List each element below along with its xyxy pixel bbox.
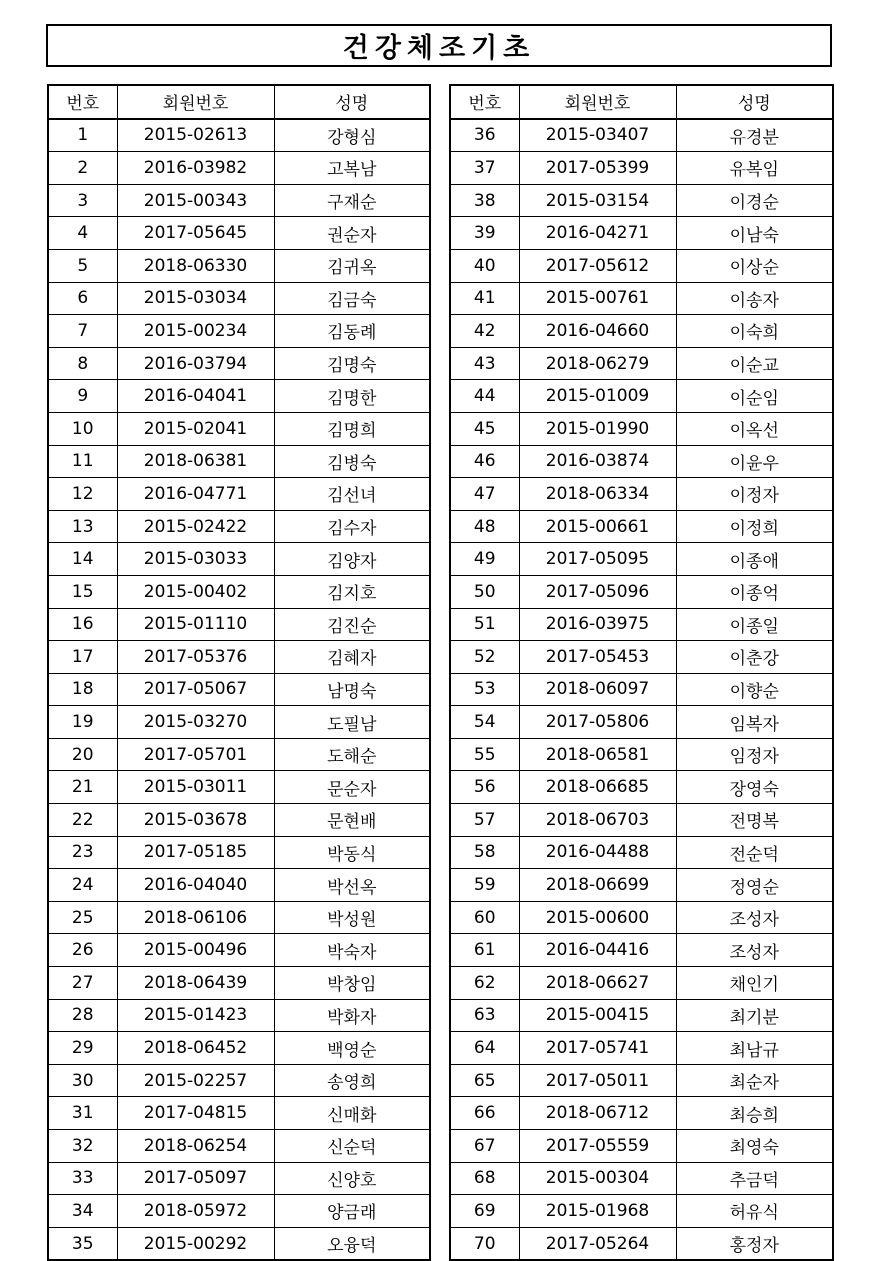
member-id: 2015-03011 [117, 771, 274, 804]
member-id: 2018-06627 [519, 967, 676, 1000]
row-number: 33 [48, 1162, 117, 1195]
table-row [450, 1130, 833, 1163]
member-name: 최기분 [676, 999, 833, 1032]
member-name: 이윤우 [676, 445, 833, 478]
member-id: 2015-00600 [519, 901, 676, 934]
member-id: 2017-05806 [519, 706, 676, 739]
row-number: 1 [48, 119, 117, 152]
row-number: 45 [450, 412, 519, 445]
row-number: 27 [48, 967, 117, 1000]
table-row [450, 1195, 833, 1228]
member-name: 김명한 [274, 380, 430, 413]
member-id: 2018-06439 [117, 967, 274, 1000]
member-name: 이종일 [676, 608, 833, 641]
member-name: 조성자 [676, 934, 833, 967]
table-row [450, 934, 833, 967]
table-row [450, 641, 833, 674]
member-name: 신순덕 [274, 1130, 430, 1163]
member-id: 2015-01423 [117, 999, 274, 1032]
member-id: 2016-03794 [117, 347, 274, 380]
table-row [48, 673, 430, 706]
member-name: 이종억 [676, 575, 833, 608]
member-name: 박창임 [274, 967, 430, 1000]
member-name: 유경분 [676, 119, 833, 152]
row-number: 67 [450, 1130, 519, 1163]
row-number: 65 [450, 1064, 519, 1097]
header-row [450, 85, 833, 119]
row-number: 44 [450, 380, 519, 413]
table-row [450, 445, 833, 478]
member-name: 김선녀 [274, 478, 430, 511]
table-row [450, 347, 833, 380]
row-number: 23 [48, 836, 117, 869]
member-name: 김귀옥 [274, 249, 430, 282]
table-row [450, 1227, 833, 1260]
member-id: 2018-06279 [519, 347, 676, 380]
member-name: 박화자 [274, 999, 430, 1032]
table-row [48, 608, 430, 641]
row-number: 52 [450, 641, 519, 674]
member-name: 이춘강 [676, 641, 833, 674]
row-number: 40 [450, 249, 519, 282]
member-name: 이종애 [676, 543, 833, 576]
member-name: 권순자 [274, 217, 430, 250]
member-id: 2016-04488 [519, 836, 676, 869]
row-number: 41 [450, 282, 519, 315]
table-row [450, 315, 833, 348]
member-name: 박성원 [274, 901, 430, 934]
member-id: 2017-05185 [117, 836, 274, 869]
member-name: 장영숙 [676, 771, 833, 804]
member-id: 2015-00496 [117, 934, 274, 967]
member-name: 양금래 [274, 1195, 430, 1228]
member-name: 김수자 [274, 510, 430, 543]
member-id: 2017-05264 [519, 1227, 676, 1260]
row-number: 64 [450, 1032, 519, 1065]
member-name: 김혜자 [274, 641, 430, 674]
member-id: 2016-03975 [519, 608, 676, 641]
table-row [48, 249, 430, 282]
member-name: 구재순 [274, 184, 430, 217]
member-id: 2017-05612 [519, 249, 676, 282]
member-name: 송영희 [274, 1064, 430, 1097]
member-name: 임복자 [676, 706, 833, 739]
member-id: 2015-01990 [519, 412, 676, 445]
member-id: 2015-03270 [117, 706, 274, 739]
member-id: 2015-02041 [117, 412, 274, 445]
table-row [450, 478, 833, 511]
member-name: 문순자 [274, 771, 430, 804]
member-id: 2015-03678 [117, 804, 274, 837]
table-row [48, 706, 430, 739]
member-id: 2018-06106 [117, 901, 274, 934]
row-number: 34 [48, 1195, 117, 1228]
row-number: 11 [48, 445, 117, 478]
row-number: 38 [450, 184, 519, 217]
row-number: 3 [48, 184, 117, 217]
table-row [48, 771, 430, 804]
member-id: 2018-06685 [519, 771, 676, 804]
table-row [450, 510, 833, 543]
member-id: 2018-06703 [519, 804, 676, 837]
table-row [48, 1195, 430, 1228]
row-number: 60 [450, 901, 519, 934]
row-number: 5 [48, 249, 117, 282]
member-id: 2016-04771 [117, 478, 274, 511]
member-name: 신양호 [274, 1162, 430, 1195]
member-id: 2018-06330 [117, 249, 274, 282]
member-name: 박숙자 [274, 934, 430, 967]
roster-table-left [47, 84, 431, 1261]
table-row [48, 836, 430, 869]
row-number: 6 [48, 282, 117, 315]
table-row [48, 869, 430, 902]
member-id: 2016-04040 [117, 869, 274, 902]
table-row [48, 1097, 430, 1130]
member-name: 이남숙 [676, 217, 833, 250]
member-id: 2018-06254 [117, 1130, 274, 1163]
member-id: 2015-00402 [117, 575, 274, 608]
row-number: 46 [450, 445, 519, 478]
member-id: 2016-04041 [117, 380, 274, 413]
member-id: 2015-03407 [519, 119, 676, 152]
member-name: 신매화 [274, 1097, 430, 1130]
table-row [48, 315, 430, 348]
table-row [450, 869, 833, 902]
table-row [450, 999, 833, 1032]
row-number: 12 [48, 478, 117, 511]
member-id: 2015-03033 [117, 543, 274, 576]
page-title: 건강체조기초 [46, 24, 832, 67]
row-number: 29 [48, 1032, 117, 1065]
row-number: 32 [48, 1130, 117, 1163]
table-row [48, 934, 430, 967]
table-row [48, 445, 430, 478]
header-member-id: 회원번호 [117, 85, 274, 119]
member-name: 이순교 [676, 347, 833, 380]
row-number: 62 [450, 967, 519, 1000]
table-row [48, 738, 430, 771]
member-name: 전순덕 [676, 836, 833, 869]
member-id: 2017-05559 [519, 1130, 676, 1163]
member-id: 2017-05399 [519, 152, 676, 185]
row-number: 43 [450, 347, 519, 380]
member-name: 추금덕 [676, 1162, 833, 1195]
member-name: 최순자 [676, 1064, 833, 1097]
member-id: 2015-03034 [117, 282, 274, 315]
header-member-id: 회원번호 [519, 85, 676, 119]
member-id: 2015-00343 [117, 184, 274, 217]
row-number: 50 [450, 575, 519, 608]
table-row [450, 1032, 833, 1065]
row-number: 26 [48, 934, 117, 967]
row-number: 17 [48, 641, 117, 674]
table-row [48, 1162, 430, 1195]
row-number: 35 [48, 1227, 117, 1260]
member-id: 2018-06712 [519, 1097, 676, 1130]
table-row [48, 510, 430, 543]
row-number: 20 [48, 738, 117, 771]
member-name: 남명숙 [274, 673, 430, 706]
member-name: 오융덕 [274, 1227, 430, 1260]
member-name: 도필남 [274, 706, 430, 739]
member-name: 강형심 [274, 119, 430, 152]
member-name: 최남규 [676, 1032, 833, 1065]
member-id: 2017-05011 [519, 1064, 676, 1097]
member-id: 2015-00761 [519, 282, 676, 315]
row-number: 48 [450, 510, 519, 543]
member-id: 2016-04271 [519, 217, 676, 250]
member-name: 김명숙 [274, 347, 430, 380]
member-id: 2015-01110 [117, 608, 274, 641]
member-id: 2017-05741 [519, 1032, 676, 1065]
member-name: 이송자 [676, 282, 833, 315]
row-number: 24 [48, 869, 117, 902]
row-number: 4 [48, 217, 117, 250]
member-name: 최영숙 [676, 1130, 833, 1163]
member-name: 박선옥 [274, 869, 430, 902]
table-row [48, 543, 430, 576]
row-number: 36 [450, 119, 519, 152]
table-row [48, 1032, 430, 1065]
table-row [450, 575, 833, 608]
member-name: 임정자 [676, 738, 833, 771]
table-row [450, 673, 833, 706]
row-number: 10 [48, 412, 117, 445]
row-number: 18 [48, 673, 117, 706]
member-id: 2017-05097 [117, 1162, 274, 1195]
table-row [450, 804, 833, 837]
table-row [450, 543, 833, 576]
member-id: 2015-02257 [117, 1064, 274, 1097]
member-name: 전명복 [676, 804, 833, 837]
table-row [48, 282, 430, 315]
member-id: 2015-01009 [519, 380, 676, 413]
row-number: 13 [48, 510, 117, 543]
member-name: 유복임 [676, 152, 833, 185]
table-row [48, 1130, 430, 1163]
row-number: 66 [450, 1097, 519, 1130]
row-number: 42 [450, 315, 519, 348]
member-name: 도해순 [274, 738, 430, 771]
member-name: 김명희 [274, 412, 430, 445]
row-number: 25 [48, 901, 117, 934]
table-row [450, 901, 833, 934]
member-id: 2016-04416 [519, 934, 676, 967]
table-row [48, 641, 430, 674]
row-number: 59 [450, 869, 519, 902]
table-row [48, 804, 430, 837]
member-id: 2015-02422 [117, 510, 274, 543]
table-row [48, 901, 430, 934]
member-id: 2015-00234 [117, 315, 274, 348]
member-name: 홍정자 [676, 1227, 833, 1260]
roster-table-right [449, 84, 834, 1261]
member-id: 2015-00304 [519, 1162, 676, 1195]
member-id: 2015-01968 [519, 1195, 676, 1228]
table-row [48, 152, 430, 185]
member-name: 이정자 [676, 478, 833, 511]
member-name: 정영순 [676, 869, 833, 902]
member-id: 2018-06334 [519, 478, 676, 511]
row-number: 49 [450, 543, 519, 576]
table-row [450, 706, 833, 739]
member-name: 백영순 [274, 1032, 430, 1065]
member-id: 2017-05096 [519, 575, 676, 608]
row-number: 2 [48, 152, 117, 185]
member-name: 이순임 [676, 380, 833, 413]
table-row [450, 152, 833, 185]
table-row [450, 217, 833, 250]
member-id: 2018-06097 [519, 673, 676, 706]
member-name: 이향순 [676, 673, 833, 706]
row-number: 37 [450, 152, 519, 185]
table-row [450, 282, 833, 315]
header-row [48, 85, 430, 119]
table-row [450, 967, 833, 1000]
row-number: 68 [450, 1162, 519, 1195]
table-row [450, 380, 833, 413]
member-name: 허유식 [676, 1195, 833, 1228]
row-number: 70 [450, 1227, 519, 1260]
member-name: 이옥선 [676, 412, 833, 445]
row-number: 19 [48, 706, 117, 739]
member-name: 이경순 [676, 184, 833, 217]
row-number: 14 [48, 543, 117, 576]
header-name: 성명 [676, 85, 833, 119]
table-row [48, 575, 430, 608]
member-id: 2017-05095 [519, 543, 676, 576]
row-number: 54 [450, 706, 519, 739]
member-id: 2018-06381 [117, 445, 274, 478]
table-row [450, 836, 833, 869]
header-no: 번호 [48, 85, 117, 119]
member-name: 김병숙 [274, 445, 430, 478]
table-row [48, 412, 430, 445]
row-number: 51 [450, 608, 519, 641]
member-id: 2016-04660 [519, 315, 676, 348]
row-number: 55 [450, 738, 519, 771]
member-name: 문현배 [274, 804, 430, 837]
table-row [48, 184, 430, 217]
row-number: 30 [48, 1064, 117, 1097]
member-name: 고복남 [274, 152, 430, 185]
member-name: 이숙희 [676, 315, 833, 348]
table-row [450, 1097, 833, 1130]
table-row [48, 478, 430, 511]
member-name: 김지호 [274, 575, 430, 608]
table-row [450, 771, 833, 804]
member-name: 최승희 [676, 1097, 833, 1130]
member-id: 2018-06452 [117, 1032, 274, 1065]
member-id: 2018-05972 [117, 1195, 274, 1228]
member-name: 김금숙 [274, 282, 430, 315]
member-id: 2017-05067 [117, 673, 274, 706]
row-number: 61 [450, 934, 519, 967]
member-id: 2017-05453 [519, 641, 676, 674]
table-row [48, 1227, 430, 1260]
header-name: 성명 [274, 85, 430, 119]
table-row [450, 119, 833, 152]
table-row [450, 738, 833, 771]
row-number: 39 [450, 217, 519, 250]
table-row [48, 1064, 430, 1097]
table-row [450, 1162, 833, 1195]
member-name: 조성자 [676, 901, 833, 934]
row-number: 56 [450, 771, 519, 804]
header-no: 번호 [450, 85, 519, 119]
row-number: 16 [48, 608, 117, 641]
table-row [48, 999, 430, 1032]
member-id: 2017-05376 [117, 641, 274, 674]
member-id: 2016-03874 [519, 445, 676, 478]
row-number: 31 [48, 1097, 117, 1130]
member-name: 채인기 [676, 967, 833, 1000]
row-number: 28 [48, 999, 117, 1032]
member-id: 2016-03982 [117, 152, 274, 185]
member-name: 박동식 [274, 836, 430, 869]
member-name: 김동례 [274, 315, 430, 348]
table-row [48, 967, 430, 1000]
row-number: 7 [48, 315, 117, 348]
row-number: 22 [48, 804, 117, 837]
member-id: 2015-00661 [519, 510, 676, 543]
row-number: 63 [450, 999, 519, 1032]
table-row [48, 119, 430, 152]
row-number: 21 [48, 771, 117, 804]
member-id: 2015-00292 [117, 1227, 274, 1260]
member-id: 2015-02613 [117, 119, 274, 152]
table-row [48, 347, 430, 380]
table-row [48, 380, 430, 413]
row-number: 69 [450, 1195, 519, 1228]
table-row [450, 1064, 833, 1097]
table-row [450, 249, 833, 282]
row-number: 58 [450, 836, 519, 869]
row-number: 15 [48, 575, 117, 608]
member-id: 2018-06699 [519, 869, 676, 902]
member-id: 2017-04815 [117, 1097, 274, 1130]
row-number: 47 [450, 478, 519, 511]
member-name: 이정희 [676, 510, 833, 543]
member-name: 김양자 [274, 543, 430, 576]
member-id: 2015-03154 [519, 184, 676, 217]
member-name: 김진순 [274, 608, 430, 641]
member-id: 2015-00415 [519, 999, 676, 1032]
row-number: 9 [48, 380, 117, 413]
row-number: 57 [450, 804, 519, 837]
table-row [48, 217, 430, 250]
row-number: 53 [450, 673, 519, 706]
table-row [450, 608, 833, 641]
member-id: 2018-06581 [519, 738, 676, 771]
table-row [450, 412, 833, 445]
member-id: 2017-05645 [117, 217, 274, 250]
table-row [450, 184, 833, 217]
member-name: 이상순 [676, 249, 833, 282]
member-id: 2017-05701 [117, 738, 274, 771]
row-number: 8 [48, 347, 117, 380]
